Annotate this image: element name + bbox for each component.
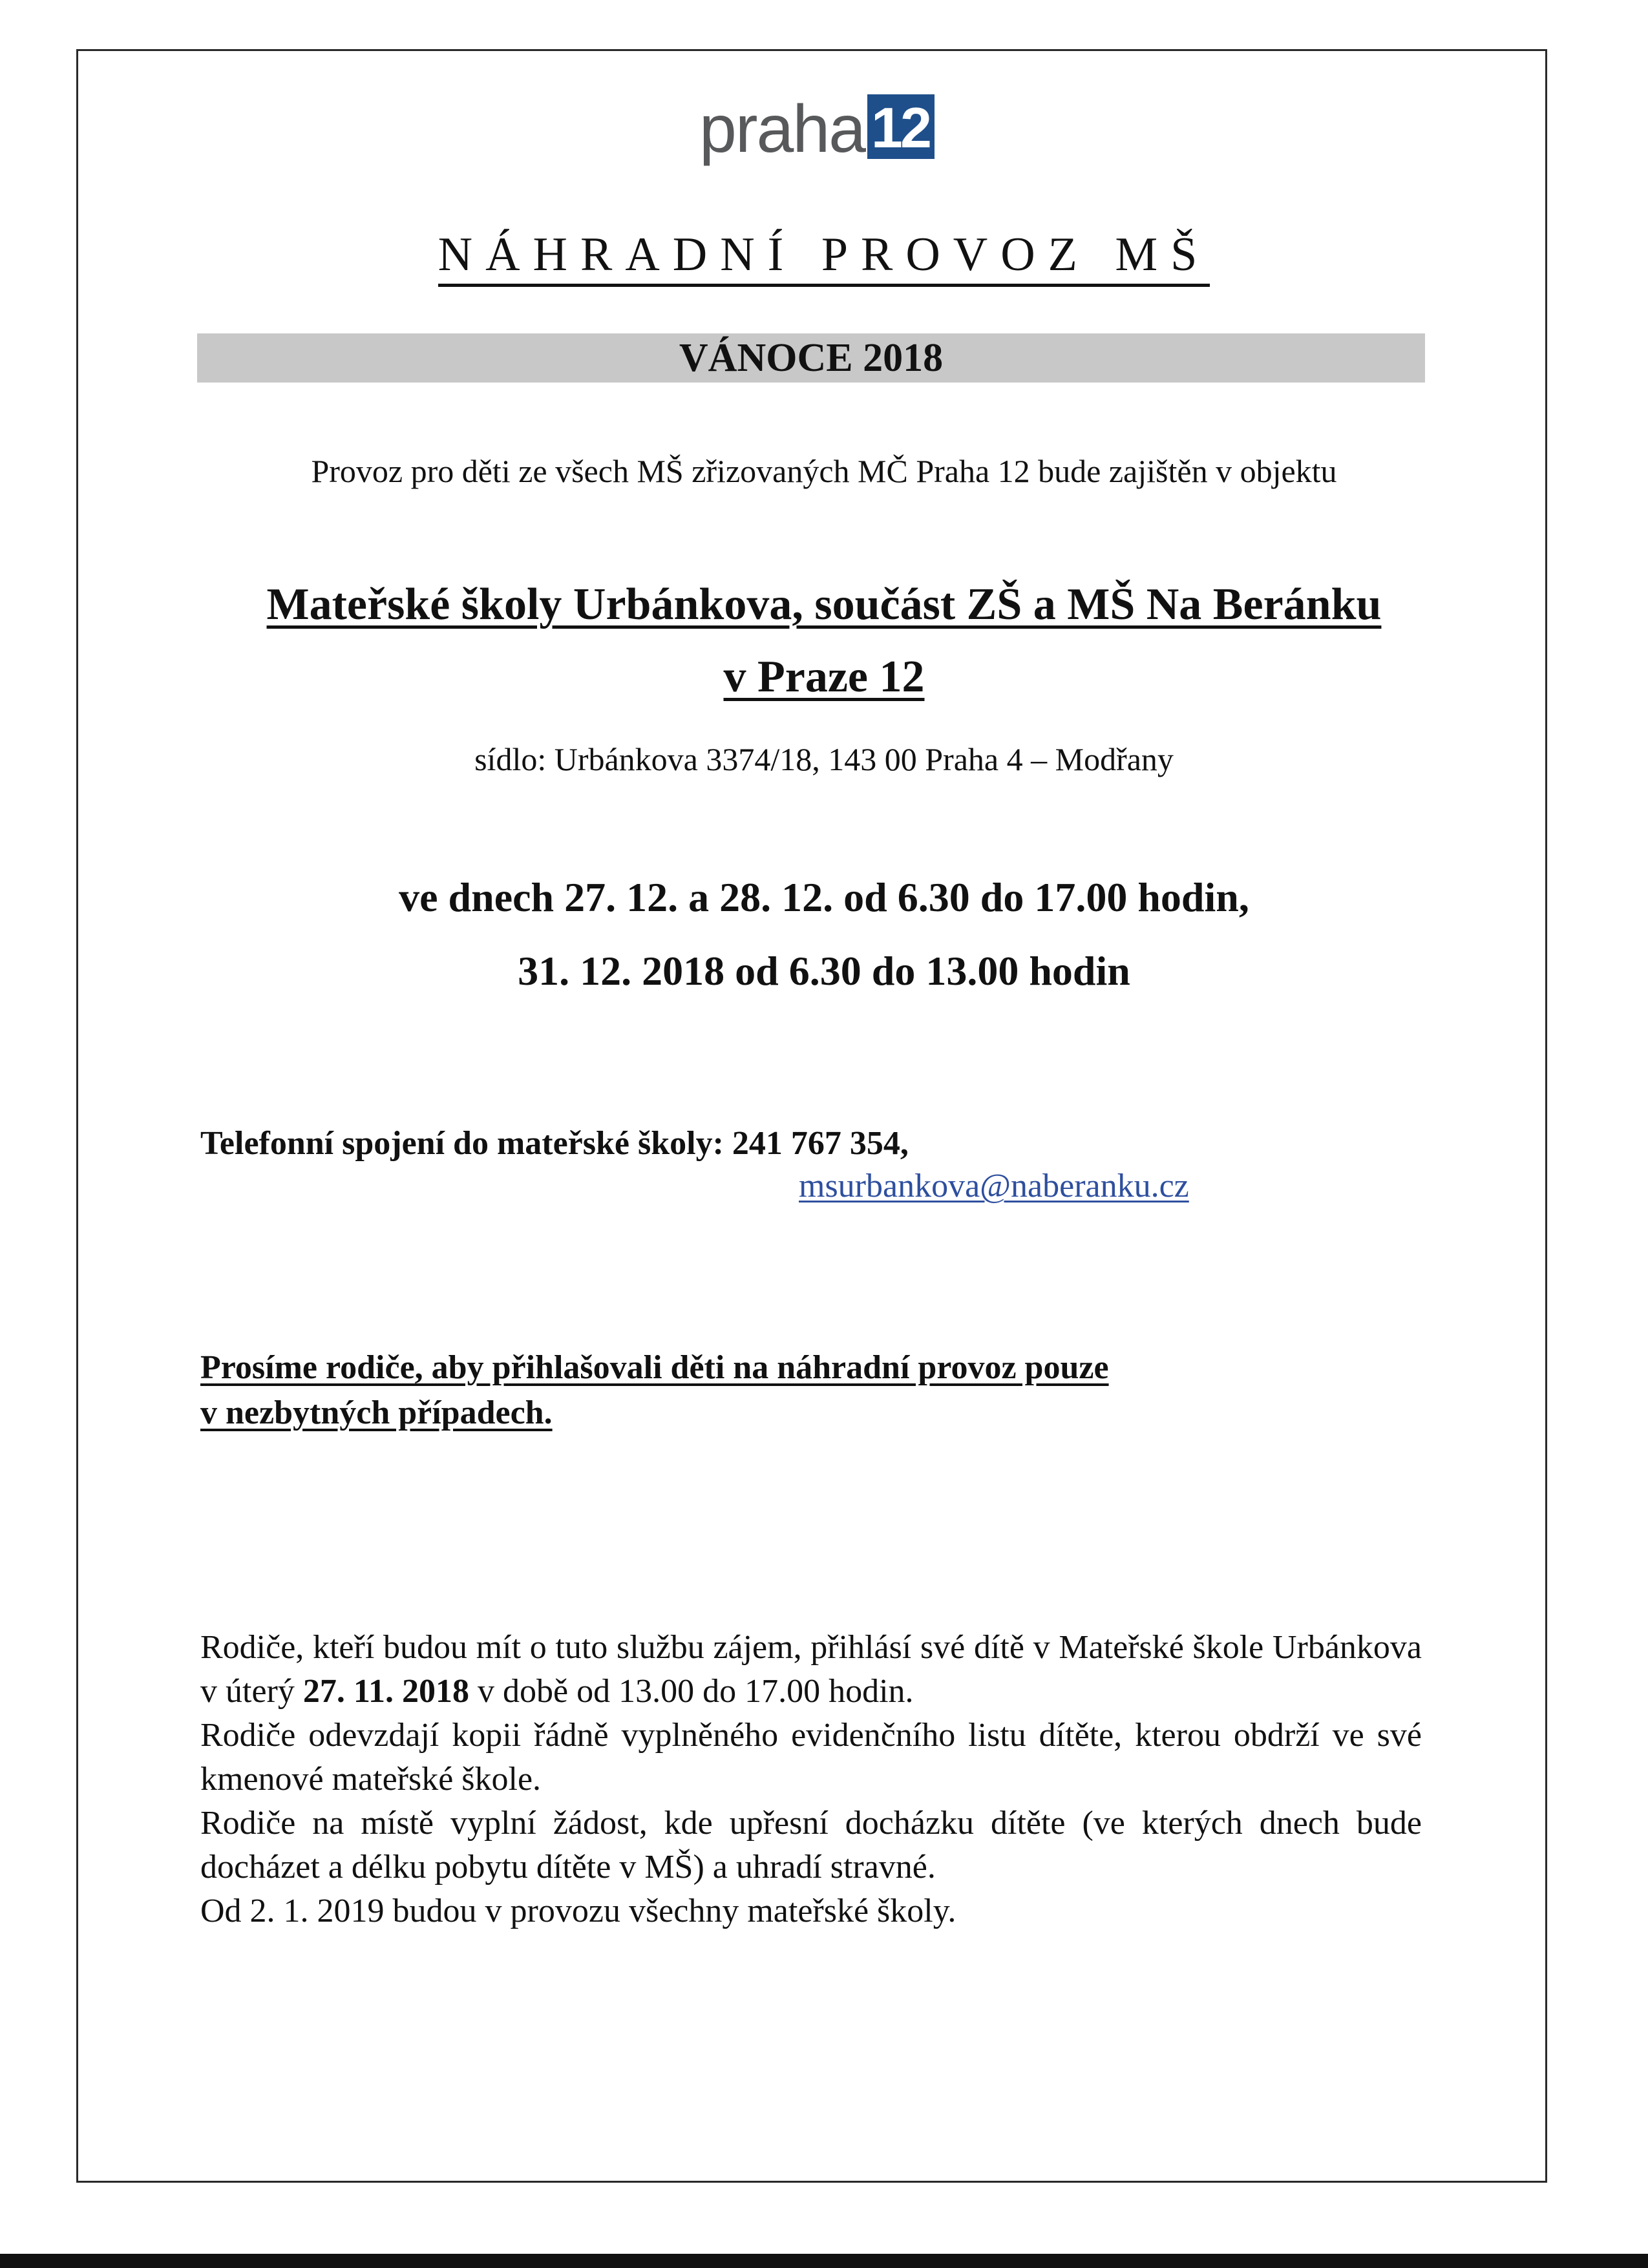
document-title <box>0 227 1648 282</box>
info-section <box>200 1626 1422 1933</box>
info-registration-pre: Rodiče, kteří budou mít o tuto službu zájem, přihlásí své dítě v Mateřské škole Urbánkova v úterý <box>200 1629 1422 1710</box>
info-paragraph-resume: Od 2. 1. 2019 budou v provozu všechny mateřské školy. <box>200 1893 956 1929</box>
email-link[interactable]: msurbankova@naberanku.cz <box>799 1168 1189 1204</box>
info-paragraph-registration <box>200 1626 1422 1714</box>
scan-edge <box>0 2254 1648 2268</box>
document-title-text: NÁHRADNÍ PROVOZ MŠ <box>438 228 1210 287</box>
school-name-line2 <box>0 651 1648 703</box>
praha12-logo <box>699 79 935 167</box>
info-registration-post: v době od 13.00 do 17.00 hodin. <box>469 1673 914 1710</box>
logo-word: praha <box>699 92 865 167</box>
logo-number: 12 <box>867 94 935 159</box>
school-name-line1-text: Mateřské školy Urbánkova, součást ZŠ a MŠ Na Beránku <box>266 580 1382 629</box>
intro-text: Provoz pro děti ze všech MŠ zřizovaných MČ Praha 12 bude zajištěn v objektu <box>311 453 1337 489</box>
parent-notice-line2: v nezbytných případech. <box>200 1394 553 1431</box>
info-paragraph-documents: Rodiče odevzdají kopii řádně vyplněného evidenčního listu dítěte, kterou obdrží ve své kmenové mateřské škole. <box>200 1717 1422 1798</box>
parent-notice <box>200 1345 1299 1436</box>
subtitle-bar: VÁNOCE 2018 <box>197 333 1425 383</box>
info-paragraph-application: Rodiče na místě vyplní žádost, kde upřesní docházku dítěte (ve kterých dnech bude docházet a délku pobytu dítěte v MŠ) a uhradí stravné. <box>200 1805 1422 1885</box>
dates-line2: 31. 12. 2018 od 6.30 do 13.00 hodin <box>518 948 1130 994</box>
phone-contact: Telefonní spojení do mateřské školy: 241 767 354, <box>200 1125 909 1162</box>
parent-notice-line1: Prosíme rodiče, aby přihlašovali děti na náhradní provoz pouze <box>200 1349 1109 1386</box>
info-registration-date: 27. 11. 2018 <box>302 1673 469 1710</box>
school-name-line2-text: v Praze 12 <box>723 652 925 702</box>
school-address: sídlo: Urbánkova 3374/18, 143 00 Praha 4 – Modřany <box>474 741 1174 777</box>
school-name-line1 <box>0 579 1648 631</box>
dates-line1: ve dnech 27. 12. a 28. 12. od 6.30 do 17.00 hodin, <box>399 874 1249 920</box>
